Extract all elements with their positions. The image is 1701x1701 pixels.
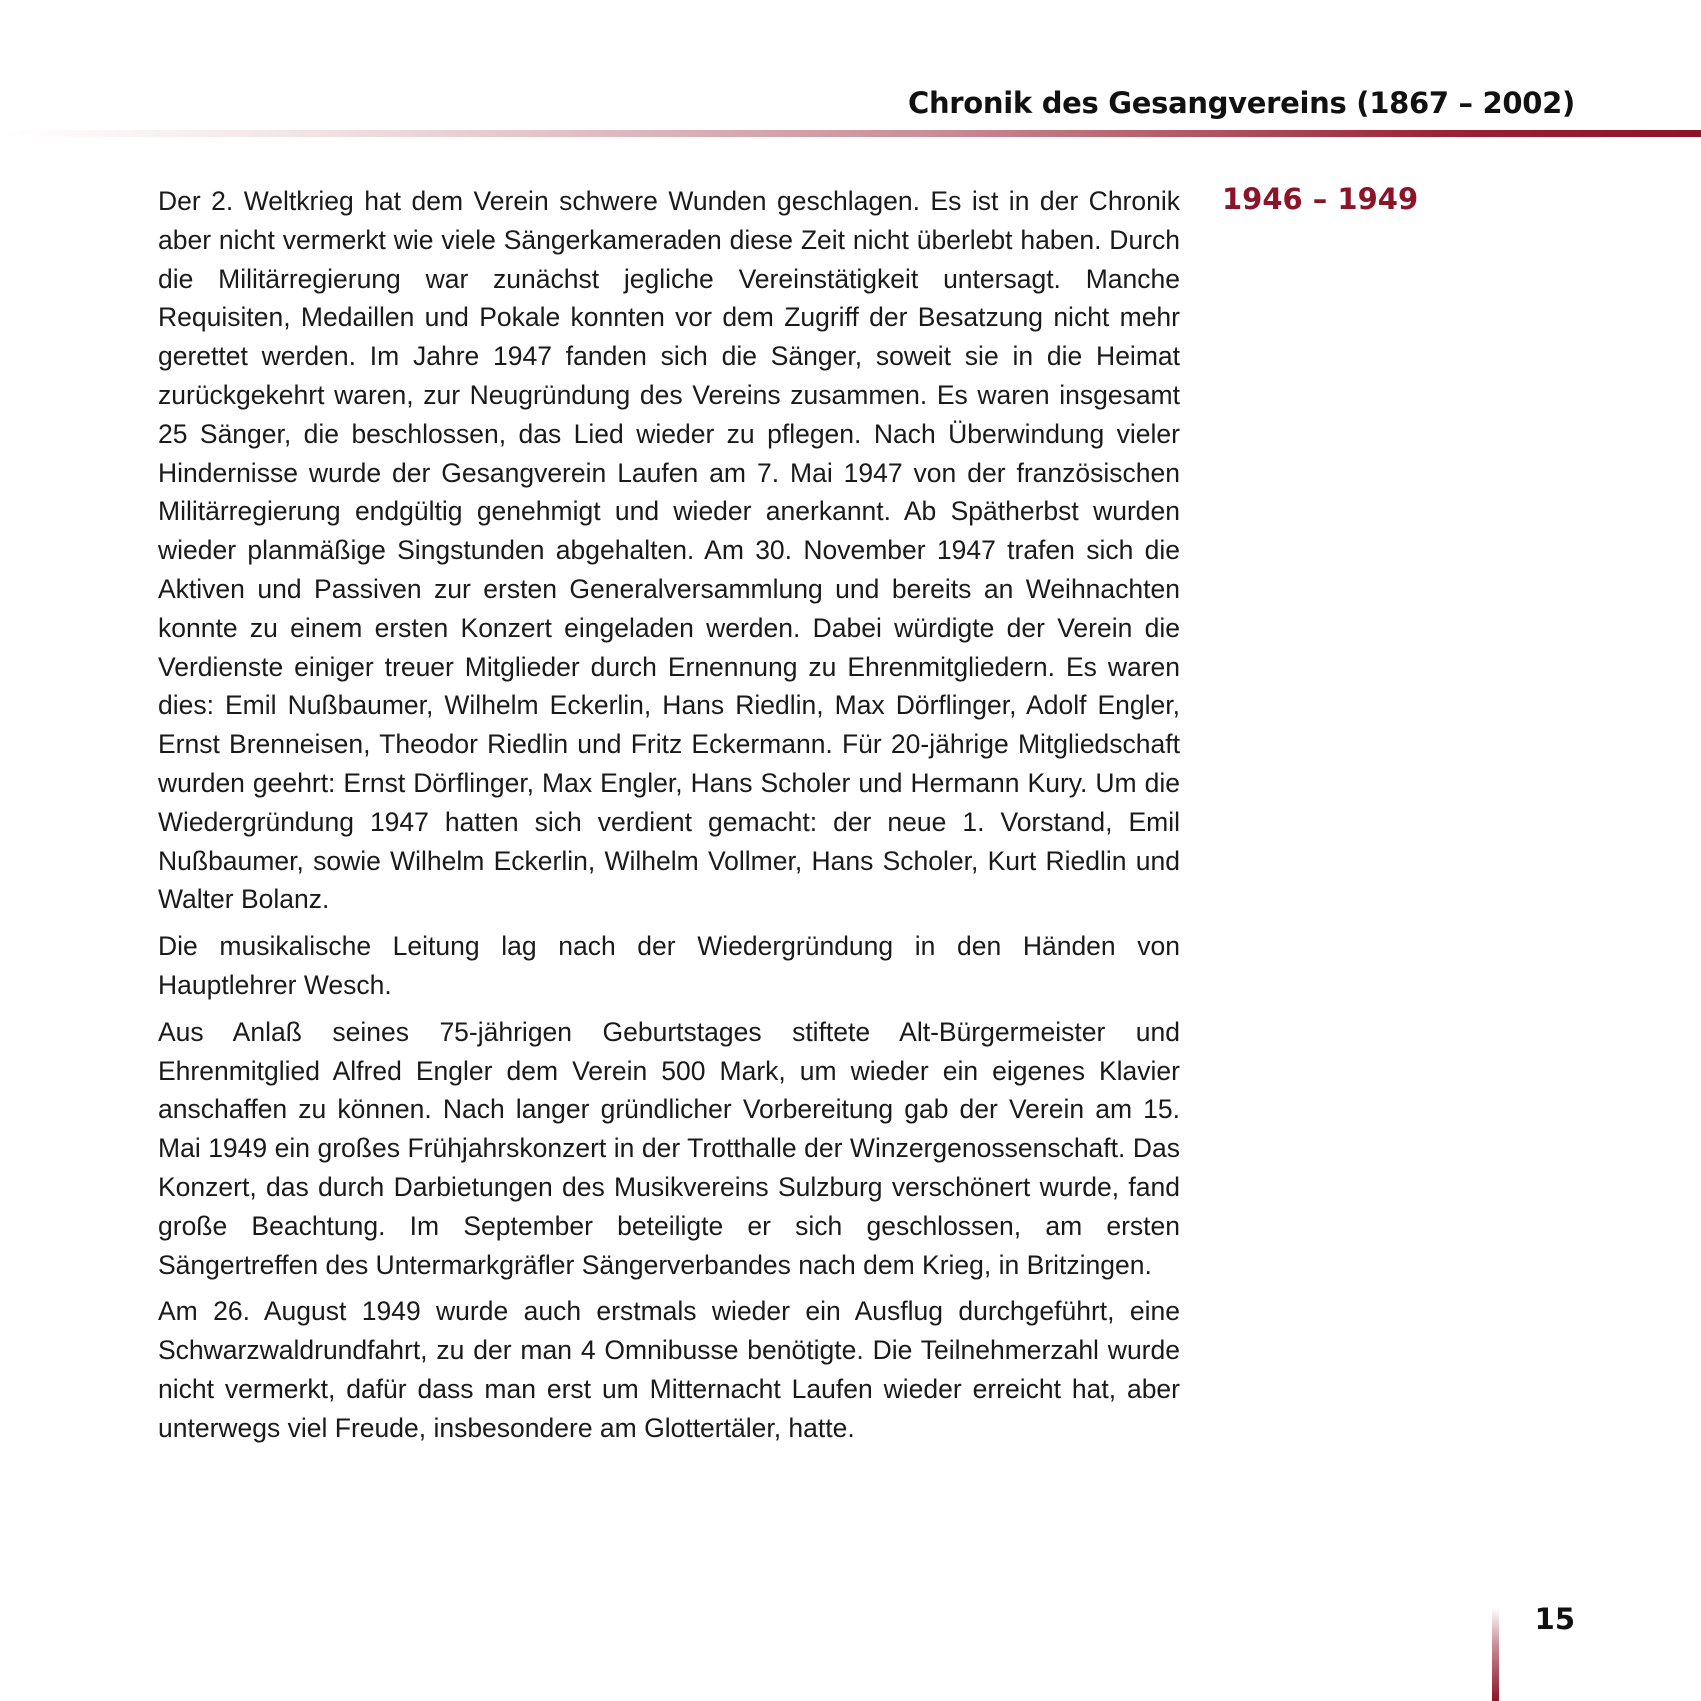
header-rule xyxy=(0,130,1701,137)
running-header-title: Chronik des Gesangvereins (1867 – 2002) xyxy=(907,86,1575,120)
page-number: 15 xyxy=(1534,1602,1575,1636)
body-text-column xyxy=(158,182,1180,1456)
paragraph-3: Aus Anlaß seines 75-jährigen Geburtstages stiftete Alt-Bürgermeister und Ehrenmitglied Alfred Engler dem Verein 500 Mark, um wieder ein eigenes Klavier anschaffen zu können. Nach langer gründlicher Vorbereitung gab der Verein am 15. Mai 1949 ein großes Frühjahrskonzert in der Trotthalle der Winzergenossenschaft. Das Konzert, das durch Darbietungen des Musikvereins Sulzburg verschönert wurde, fand große Beachtung. Im September beteiligte er sich geschlossen, am ersten Sängertreffen des Untermarkgräfler Sängerverbandes nach dem Krieg, in Britzingen. xyxy=(158,1016,1180,1280)
paragraph-4: Am 26. August 1949 wurde auch erstmals wieder ein Ausflug durchgeführt, eine Schwarzwaldrundfahrt, zu der man 4 Omnibusse benötigte. Die Teilnehmerzahl wurde nicht vermerkt, dafür dass man erst um Mitternacht Laufen wieder erreicht hat, aber unterwegs viel Freude, insbesondere am Glottertäler, hatte. xyxy=(158,1296,1180,1443)
section-year-heading: 1946 – 1949 xyxy=(1222,182,1419,216)
paragraph-1: Der 2. Weltkrieg hat dem Verein schwere Wunden geschlagen. Es ist in der Chronik aber nicht vermerkt wie viele Sängerkameraden diese Zeit nicht überlebt haben. Durch die Militärregierung war zunächst jegliche Vereinstätigkeit untersagt. Manche Requisiten, Medaillen und Pokale konnten vor dem Zugriff der Besatzung nicht mehr gerettet werden. Im Jahre 1947 fanden sich die Sänger, soweit sie in die Heimat zurückgekehrt waren, zur Neugründung des Vereins zusammen. Es waren insgesamt 25 Sänger, die beschlossen, das Lied wieder zu pflegen. Nach Überwindung vieler Hindernisse wurde der Gesangverein Laufen am 7. Mai 1947 von der französischen Militärregierung endgültig genehmigt und wieder anerkannt. Ab Spätherbst wurden wieder planmäßige Singstunden abgehalten. Am 30. November 1947 trafen sich die Aktiven und Passiven zur ersten Generalversammlung und bereits an Weihnachten konnte zu einem ersten Konzert eingeladen werden. Dabei würdigte der Verein die Verdienste einiger treuer Mitglieder durch Ernennung zu Ehrenmitgliedern. Es waren dies: Emil Nußbaumer, Wilhelm Eckerlin, Hans Riedlin, Max Dörflinger, Adolf Engler, Ernst Brenneisen, Theodor Riedlin und Fritz Eckermann. Für 20-jährige Mitgliedschaft wurden geehrt: Ernst Dörflinger, Max Engler, Hans Scholer und Hermann Kury. Um die Wiedergründung 1947 hatten sich verdient gemacht: der neue 1. Vorstand, Emil Nußbaumer, sowie Wilhelm Eckerlin, Wilhelm Vollmer, Hans Scholer, Kurt Riedlin und Walter Bolanz. xyxy=(158,186,1180,915)
footer-rule xyxy=(1492,1608,1499,1701)
paragraph-2: Die musikalische Leitung lag nach der Wiedergründung in den Händen von Hauptlehrer Wesch. xyxy=(158,931,1180,1000)
